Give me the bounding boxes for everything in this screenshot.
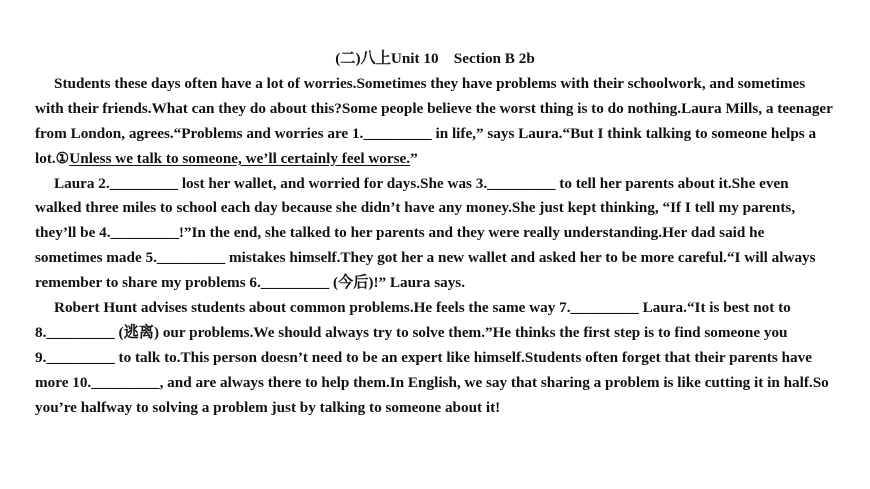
- paragraph-1: [35, 72, 835, 172]
- paragraph-2: Laura 2._________ lost her wallet, and worried for days.She was 3._________ to tell her parents about it.She even walked three miles to school each day because she didn’t have any money.She just kept thinking, “If I tell my parents, they’ll be 4._________!”In the end, she talked to her parents and they were really understanding.Her dad said he sometimes made 5._________ mistakes himself.They got her a new wallet and asked her to be more careful.“I will always remember to share my problems 6._________ (今后)!” Laura says.: [35, 174, 816, 292]
- paragraph-1-closing-quote: ”: [410, 149, 418, 167]
- document-page: [35, 0, 835, 421]
- passage-title: (二)八上Unit 10 Section B 2b: [335, 50, 535, 67]
- paragraph-3: Robert Hunt advises students about common problems.He feels the same way 7._________ Laura.“It is best not to 8._________ (逃离) our problems.We should always try to solve them.”He thinks the first step is to find someone you 9._________ to talk to.This person doesn’t need to be an expert like himself.Students often forget that their parents have more 10._________, and are always there to help them.In English, we say that sharing a problem is like cutting it in half.So you’re halfway to solving a problem just by talking to someone about it!: [35, 299, 829, 416]
- underlined-sentence: Unless we talk to someone, we’ll certainly feel worse.: [69, 149, 411, 167]
- paragraph-1-text: Students these days often have a lot of worries.Sometimes they have problems with their schoolwork, and sometimes with their friends.What can they do about this?Some people believe the worst thing is to do nothing.Laura Mills, a teenager from London, agrees.“Problems and worries are 1._________ in life,” says Laura.“But I think talking to someone helps a lot.①: [35, 74, 833, 167]
